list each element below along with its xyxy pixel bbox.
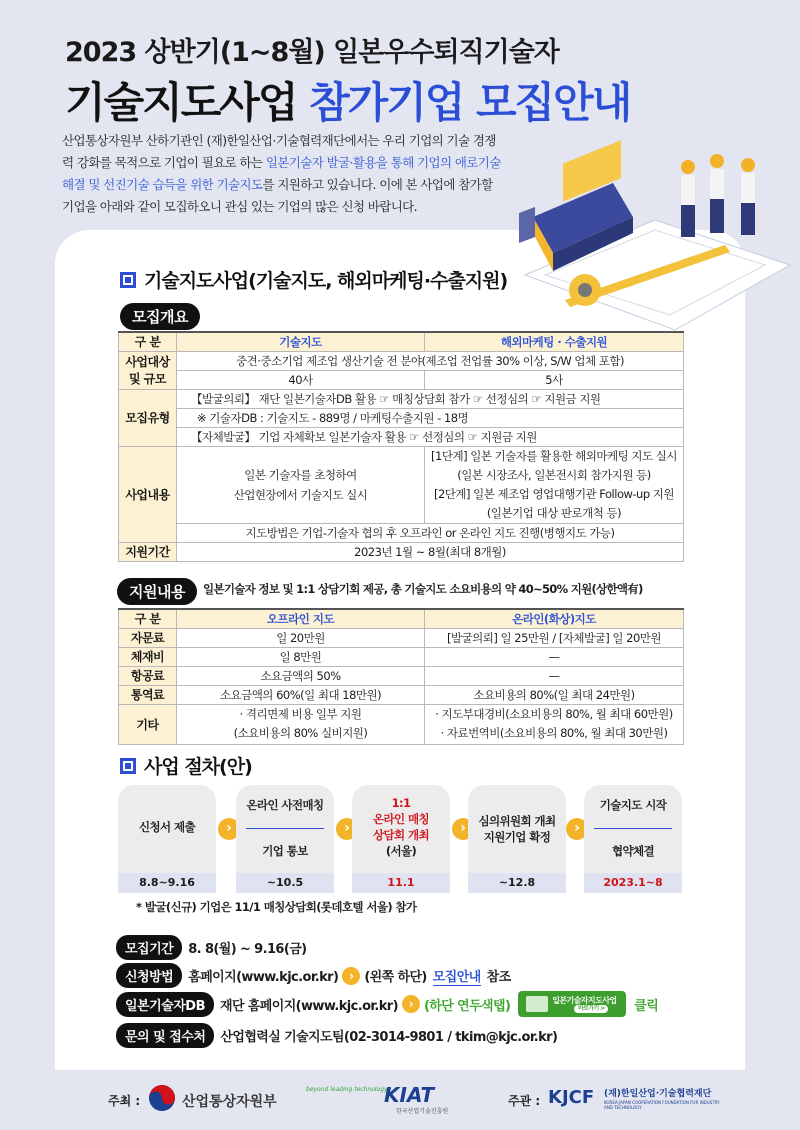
title-main: 기술지도사업	[65, 78, 297, 127]
chevron-right-icon: ›	[342, 967, 360, 985]
table-row: 지도방법은 기업-기술자 협의 후 오프라인 or 온라인 지도 진행(병행지도 가능)	[119, 523, 684, 542]
support-description: 일본기술자 정보 및 1:1 상담기회 제공, 총 기술지도 소요비용의 약 40~50% 지원(상한액有)	[203, 582, 643, 596]
title-line1: 2023 상반기(1~8월) 일본우수퇴직기술자	[65, 37, 559, 68]
taegeuk-logo-icon	[148, 1084, 176, 1112]
support-table	[118, 608, 684, 745]
info-contact: 문의 및 접수처 산업협력실 기술지도팀(02-3014-9801 / tkim@kjc.or.kr)	[116, 1023, 557, 1048]
info-db: 일본기술자DB 재단 홈페이지(www.kjc.or.kr) › (하단 연두색탭) 일본기술자지도사업 바로가기 > 클릭	[116, 991, 658, 1017]
tech-guidance-banner-button[interactable]: 일본기술자지도사업 바로가기 >	[518, 991, 626, 1017]
recruit-notice-link[interactable]: 모집안내	[433, 966, 481, 986]
chevron-right-icon: ›	[402, 995, 420, 1013]
table-row: 구 분 기술지도 해외마케팅 · 수출지원	[119, 332, 684, 351]
table-row: 사업대상 및 규모 중견·중소기업 제조업 생산기술 전 분야(제조업 전업률 30% 이상, S/W 업체 포함)	[119, 351, 684, 370]
overview-table	[118, 331, 684, 562]
chevron-right-icon: ›	[566, 818, 588, 840]
table-row: 구 분 오프라인 지도 온라인(화상)지도	[119, 609, 684, 628]
square-bullet-icon	[120, 272, 136, 288]
table-row: 40사 5사	[119, 370, 684, 389]
table-row: 기타 · 격리면제 비용 일부 지원 (소요비용의 80% 실비지원) · 지도부대경비(소요비용의 80%, 월 최대 60만원) · 자료번역비(소요비용의 80%, 월 최대 30만원)	[119, 704, 684, 744]
laptop-icon	[526, 996, 548, 1012]
factory-illustration	[505, 125, 795, 350]
table-row: 자문료 일 20만원 [발굴의뢰] 일 25만원 / [자체발굴] 일 20만원	[119, 628, 684, 647]
step-pre-matching: 온라인 사전매칭 기업 통보 ~10.5	[236, 785, 334, 893]
process-note: * 발굴(신규) 기업은 11/1 매칭상담회(롯데호텔 서울) 참가	[136, 900, 417, 914]
table-row: 항공료 소요금액의 50% —	[119, 666, 684, 685]
table-row: 【자체발굴】 기업 자체확보 일본기술자 활용 ☞ 선정심의 ☞ 지원금 지원	[119, 427, 684, 446]
chevron-right-icon: ›	[336, 818, 358, 840]
table-row: 사업내용 일본 기술자를 초청하여 산업현장에서 기술지도 실시 [1단계] 일본 기술자를 활용한 해외마케팅 지도 실시 (일본 시장조사, 일본전시회 참가지원 등) [2단계] 일본 제조업 영업대행기관 Follow-up 지원 (일본기업 대상 판로개척 등)	[119, 446, 684, 523]
intro-highlight: 일본기술자 발굴·활용을 통해 기업의 애로기술 해결 및 선진기술 습득을 위한 기술지도	[62, 155, 501, 192]
table-row: 모집유형 【발굴의뢰】 재단 일본기술자DB 활용 ☞ 매칭상담회 참가 ☞ 선정심의 ☞ 지원금 지원	[119, 389, 684, 408]
support-content-pill: 지원내용	[117, 578, 197, 605]
title-accent: 참가기업 모집안내	[309, 78, 631, 127]
step-review: 심의위원회 개최 지원기업 확정 ~12.8	[468, 785, 566, 893]
table-row: ※ 기술자DB : 기술지도 - 889명 / 마케팅수출지원 - 18명	[119, 408, 684, 427]
table-row: 지원기간 2023년 1월 ~ 8월(최대 8개월)	[119, 542, 684, 561]
section1-title: 기술지도사업(기술지도, 해외마케팅·수출지원)	[120, 266, 507, 293]
step-matching-session: 1:1 온라인 매칭 상담회 개최 (서울) 11.1	[352, 785, 450, 893]
step-start: 기술지도 시작 협약체결 2023.1~8	[584, 785, 682, 893]
section3-title: 사업 절차(안)	[120, 752, 252, 779]
info-apply: 신청방법 홈페이지(www.kjc.or.kr) › (왼쪽 하단) 모집안내 참조	[116, 963, 511, 988]
table-row: 통역료 소요금액의 60%(일 최대 18만원) 소요비용의 80%(일 최대 24만원)	[119, 685, 684, 704]
info-period: 모집기간 8. 8(월) ~ 9.16(금)	[116, 935, 307, 960]
recruit-overview-pill: 모집개요	[120, 303, 200, 330]
square-bullet-icon	[120, 758, 136, 774]
step-application: 신청서 제출 8.8~9.16	[118, 785, 216, 893]
table-row: 체재비 일 8만원 —	[119, 647, 684, 666]
page-title	[65, 70, 630, 130]
footer: 주최 : 산업통상자원부 beyond leading technology KIAT 한국산업기술진흥원 주관 : KJCF (재)한일산업·기술협력재단 KOREA-JAPAN COOPERATION FOUNDATION FOR INDUSTRY AND TECHNOLOGY	[108, 1083, 720, 1115]
chevron-right-icon: ›	[452, 818, 474, 840]
intro-paragraph: 산업통상자원부 산하기관인 (재)한일산업·기술협력재단에서는 우리 기업의 기술 경쟁력 강화를 목적으로 기업이 필요로 하는 일본기술자 발굴·활용을 통해 기업의 애로기술 해결 및 선진기술 습득을 위한 기술지도를 지원하고 있습니다. 이에 본 사업에 참가할 기업을 아래와 같이 모집하오니 관심 있는 기업의 많은 신청 바랍니다.	[62, 133, 501, 214]
chevron-right-icon: ›	[218, 818, 240, 840]
